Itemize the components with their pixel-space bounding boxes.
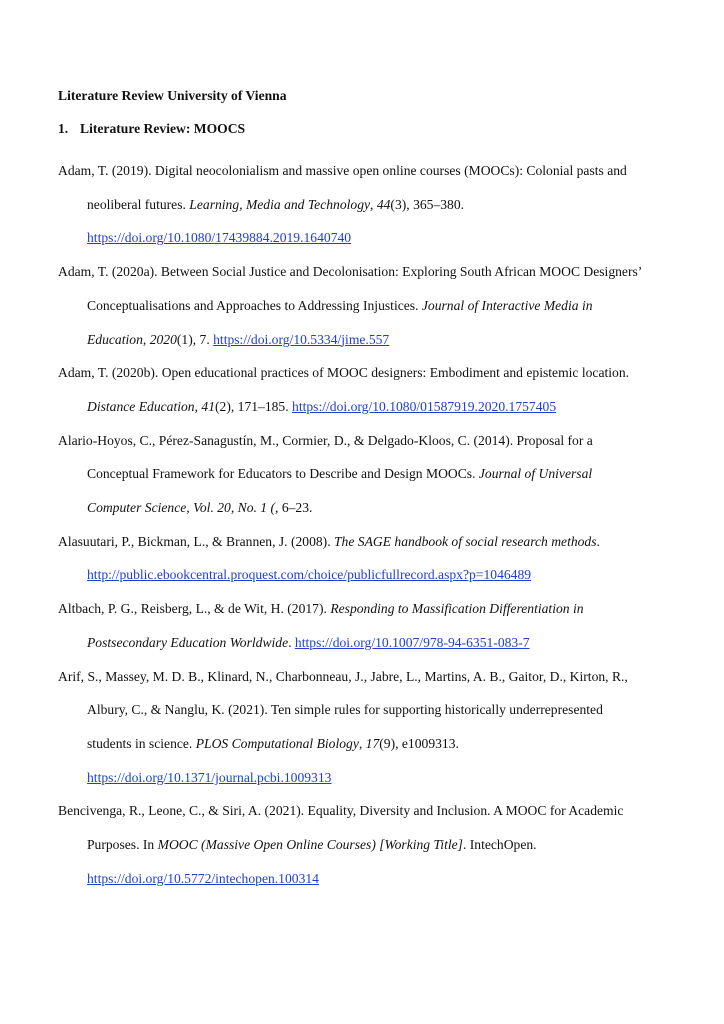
reference-volume: 17 (365, 735, 380, 751)
reference-entry (58, 592, 648, 659)
reference-entry (58, 356, 648, 423)
reference-separator: , (358, 735, 366, 751)
reference-text: Adam, T. (2020b). Open educational practices of MOOC designers: Embodiment and epistemic location. (58, 365, 630, 381)
reference-doi-link[interactable]: https://doi.org/10.1080/01587919.2020.1757405 (292, 398, 557, 414)
reference-details: (2), 171–185. (215, 398, 293, 414)
reference-entry (58, 794, 648, 895)
reference-entry (58, 660, 648, 795)
reference-list (58, 154, 648, 895)
reference-text: Arif, S., Massey, M. D. B., Klinard, N., Charbonneau, J., Jabre, L., Martins, A. B., Gaitor, D., Kirton, R., Albury, C., & Nanglu, K. (2021). Ten simple rules for supporting historically underrepresented students in science. (58, 668, 628, 751)
reference-separator: , (370, 196, 377, 212)
reference-text: Altbach, P. G., Reisberg, L., & de Wit, H. (2017). (58, 601, 331, 617)
reference-details: (3), 365–380. (390, 196, 465, 212)
reference-text: Adam, T. (2020a). Between Social Justice and Decolonisation: Exploring South African MOOC Designers’ Conceptualisations and Approaches to Addressing Injustices. (58, 264, 642, 313)
reference-details: . IntechOpen. (462, 837, 537, 853)
reference-doi-link[interactable]: https://doi.org/10.1007/978-94-6351-083-7 (294, 634, 530, 650)
section-heading (58, 121, 245, 137)
reference-url-link[interactable]: http://public.ebookcentral.proquest.com/choice/publicfullrecord.aspx?p=1046489 (87, 567, 532, 583)
reference-doi-link[interactable]: https://doi.org/10.5334/jime.557 (213, 331, 390, 347)
reference-volume: 2020 (149, 331, 177, 347)
section-title: Literature Review: MOOCS (80, 121, 246, 136)
reference-text: Adam, T. (2019). Digital neocolonialism and massive open online courses (MOOCs): Colonial pasts and neoliberal futures. (58, 163, 627, 212)
reference-text: Alario-Hoyos, C., Pérez-Sanagustín, M., Cormier, D., & Delgado-Kloos, C. (2014). Proposal for a Conceptual Framework for Educators to Describe and Design MOOCs. (58, 432, 593, 482)
reference-details: . (288, 634, 295, 650)
reference-text: Bencivenga, R., Leone, C., & Siri, A. (2021). Equality, Diversity and Inclusion. A MOOC for Academic Purposes. In (58, 803, 624, 853)
reference-details: , 6–23. (275, 500, 313, 516)
reference-source: MOOC (Massive Open Online Courses) [Working Title] (157, 837, 463, 853)
reference-entry (58, 255, 648, 356)
reference-source: Journal of Universal Computer Science, Vol. 20, No. 1 ( (87, 466, 593, 516)
reference-volume: 44 (376, 196, 391, 212)
reference-volume: 41 (201, 398, 215, 414)
reference-details: (9), e1009313. (379, 735, 459, 751)
reference-source: The SAGE handbook of social research methods (334, 533, 597, 549)
reference-doi-link[interactable]: https://doi.org/10.5772/intechopen.100314 (87, 870, 319, 886)
reference-source: Responding to Massification Differentiation in Postsecondary Education Worldwide (87, 601, 584, 650)
document-title: Literature Review University of Vienna (58, 88, 287, 103)
reference-separator: , (194, 398, 202, 414)
reference-source: Journal of Interactive Media in Education (87, 297, 593, 347)
reference-entry (58, 154, 648, 255)
reference-separator: , (142, 331, 150, 347)
reference-source: PLOS Computational Biology (195, 735, 359, 751)
reference-details: (1), 7. (176, 331, 214, 347)
reference-entry (58, 525, 648, 592)
reference-text: Alasuutari, P., Bickman, L., & Brannen, J. (2008). (58, 533, 334, 549)
reference-details: . (596, 533, 600, 549)
reference-entry (58, 424, 648, 525)
reference-source: Distance Education (87, 398, 195, 414)
reference-doi-link[interactable]: https://doi.org/10.1080/17439884.2019.1640740 (87, 230, 352, 246)
reference-doi-link[interactable]: https://doi.org/10.1371/journal.pcbi.1009313 (87, 769, 332, 785)
reference-source: Learning, Media and Technology (189, 196, 371, 212)
section-number: 1. (58, 121, 69, 136)
